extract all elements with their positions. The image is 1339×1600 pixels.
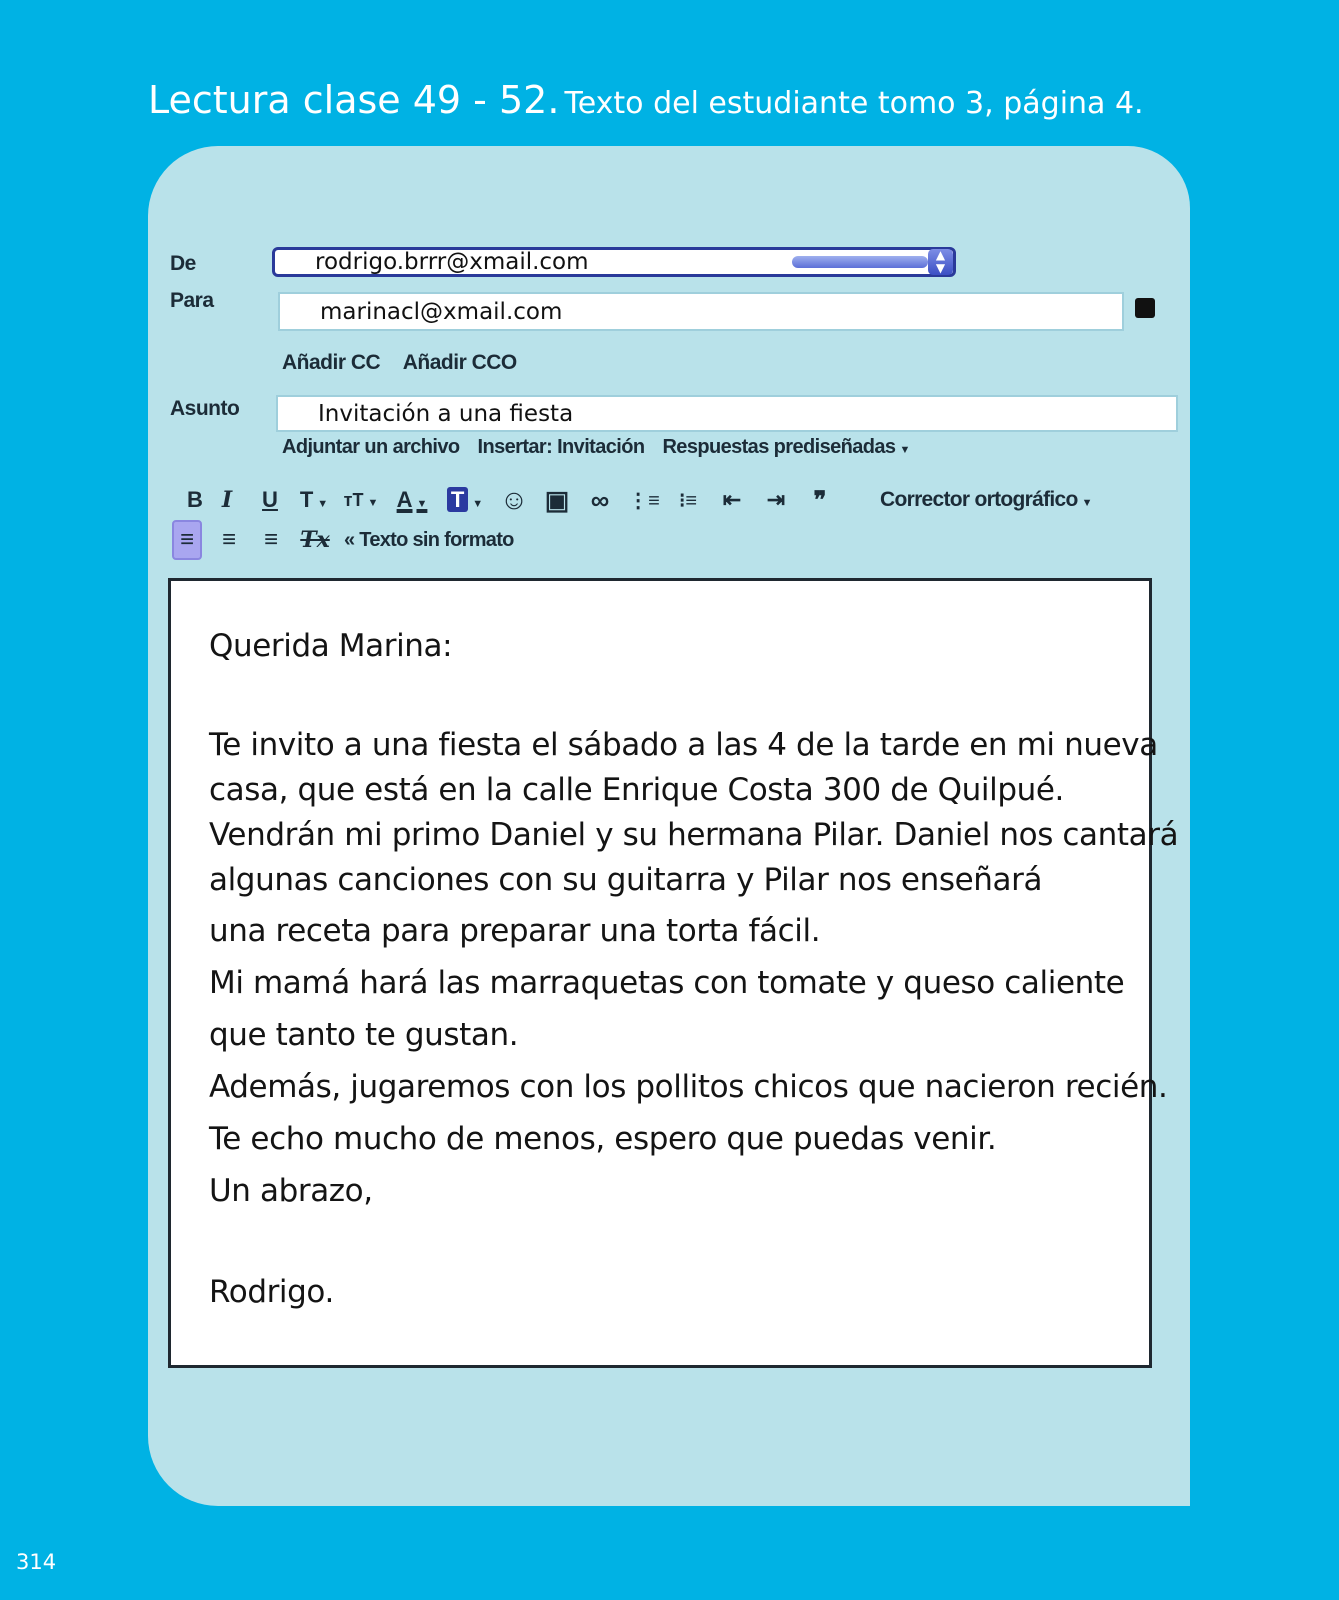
chevron-down-icon: ▼ [416, 498, 428, 510]
font-icon: T [299, 487, 314, 512]
align-center-button[interactable]: ≡ [222, 526, 237, 553]
subject-value: Invitación a una fiesta [318, 400, 574, 427]
contacts-icon[interactable] [1135, 298, 1155, 318]
image-icon[interactable]: ▣ [544, 484, 570, 515]
body-line: Además, jugaremos con los pollitos chicos que nacieron recién. [209, 1069, 1168, 1105]
body-line: casa, que está en la calle Enrique Costa 300 de Quilpué. [209, 772, 1064, 808]
underline-button[interactable]: U [262, 487, 278, 512]
lesson-title: Lectura clase 49 - 52. [148, 78, 560, 122]
body-line: Querida Marina: [209, 628, 453, 664]
canned-responses-dropdown[interactable] [662, 436, 909, 459]
to-label: Para [170, 289, 214, 312]
body-line: Te invito a una fiesta el sábado a las 4 de la tarde en mi nueva [209, 727, 1158, 763]
chevron-down-icon: ▼ [317, 498, 329, 510]
body-line: una receta para preparar una torta fácil. [209, 913, 821, 949]
formatting-toolbar [184, 484, 1092, 516]
alignment-toolbar [172, 520, 514, 560]
italic-button[interactable]: I [221, 487, 233, 513]
body-line: Te echo mucho de menos, espero que puedas venir. [209, 1121, 997, 1157]
page-number: 314 [16, 1550, 57, 1574]
blank-line [209, 671, 1149, 725]
lesson-subtitle: Texto del estudiante tomo 3, página 4. [564, 86, 1144, 121]
from-label: De [170, 252, 196, 275]
body-line: que tanto te gustan. [209, 1017, 519, 1053]
plain-text-link[interactable]: « Texto sin formato [344, 528, 514, 551]
font-size-icon: тT [343, 489, 364, 510]
quote-icon[interactable]: ❞ [813, 486, 827, 514]
font-size-button[interactable] [336, 490, 386, 511]
email-compose-window [148, 146, 1190, 1506]
subject-field[interactable] [276, 395, 1178, 432]
text-color-icon: A [396, 487, 413, 512]
clear-format-icon[interactable]: Tx [300, 527, 330, 553]
text-color-button[interactable] [386, 487, 438, 513]
panel-edge [1182, 236, 1190, 1506]
body-line: Mi mamá hará las marraquetas con tomate y queso caliente [209, 965, 1125, 1001]
attach-file-link[interactable]: Adjuntar un archivo [282, 436, 460, 458]
body-line: Rodrigo. [209, 1274, 334, 1310]
from-value: rodrigo.brrr@xmail.com [315, 249, 589, 275]
spellcheck-dropdown[interactable] [880, 488, 1092, 512]
highlight-button[interactable] [438, 487, 492, 513]
to-field[interactable] [278, 292, 1124, 331]
link-icon[interactable]: ∞ [590, 484, 610, 515]
canned-responses-label: Respuestas prediseñadas [662, 436, 896, 458]
page-header [148, 78, 1144, 122]
align-left-button[interactable]: ≡ [172, 520, 202, 560]
indent-more-icon[interactable]: ⇥ [766, 487, 786, 512]
body-line: Vendrán mi primo Daniel y su hermana Pilar. Daniel nos cantará [209, 817, 1179, 853]
font-button[interactable] [292, 487, 336, 513]
add-cc-link[interactable]: Añadir CC [282, 351, 381, 374]
message-body-text [209, 621, 1179, 1317]
message-body-editor[interactable] [168, 578, 1179, 1368]
indent-less-icon[interactable]: ⇤ [722, 487, 742, 512]
insert-invitation-link[interactable]: Insertar: Invitación [477, 436, 645, 458]
chevron-down-icon: ▼ [472, 498, 484, 510]
body-line: Un abrazo, [209, 1173, 373, 1209]
align-right-button[interactable]: ≡ [264, 526, 279, 553]
emoji-icon[interactable]: ☺ [499, 484, 529, 515]
blank-line [209, 1217, 1149, 1267]
from-select-arrows-icon[interactable]: ▲ ▼ [928, 249, 953, 275]
to-value: marinacl@xmail.com [320, 298, 563, 325]
chevron-down-icon: ▼ [899, 444, 910, 456]
compose-links [282, 436, 910, 459]
body-line: algunas canciones con su guitarra y Pilar nos enseñará [209, 862, 1043, 898]
numbered-list-icon[interactable]: ⋮≡ [628, 489, 660, 512]
from-select-scrollbar[interactable] [792, 256, 928, 268]
highlight-icon: T [447, 487, 468, 512]
chevron-down-icon: ▼ [367, 496, 379, 509]
bullet-list-icon[interactable]: ⁝≡ [678, 489, 698, 512]
subject-label: Asunto [170, 397, 240, 420]
cc-links [282, 351, 535, 375]
bold-button[interactable]: B [187, 487, 203, 512]
add-cco-link[interactable]: Añadir CCO [402, 351, 517, 374]
spellcheck-label: Corrector ortográfico [880, 488, 1078, 511]
chevron-down-icon: ▼ [1081, 497, 1092, 509]
